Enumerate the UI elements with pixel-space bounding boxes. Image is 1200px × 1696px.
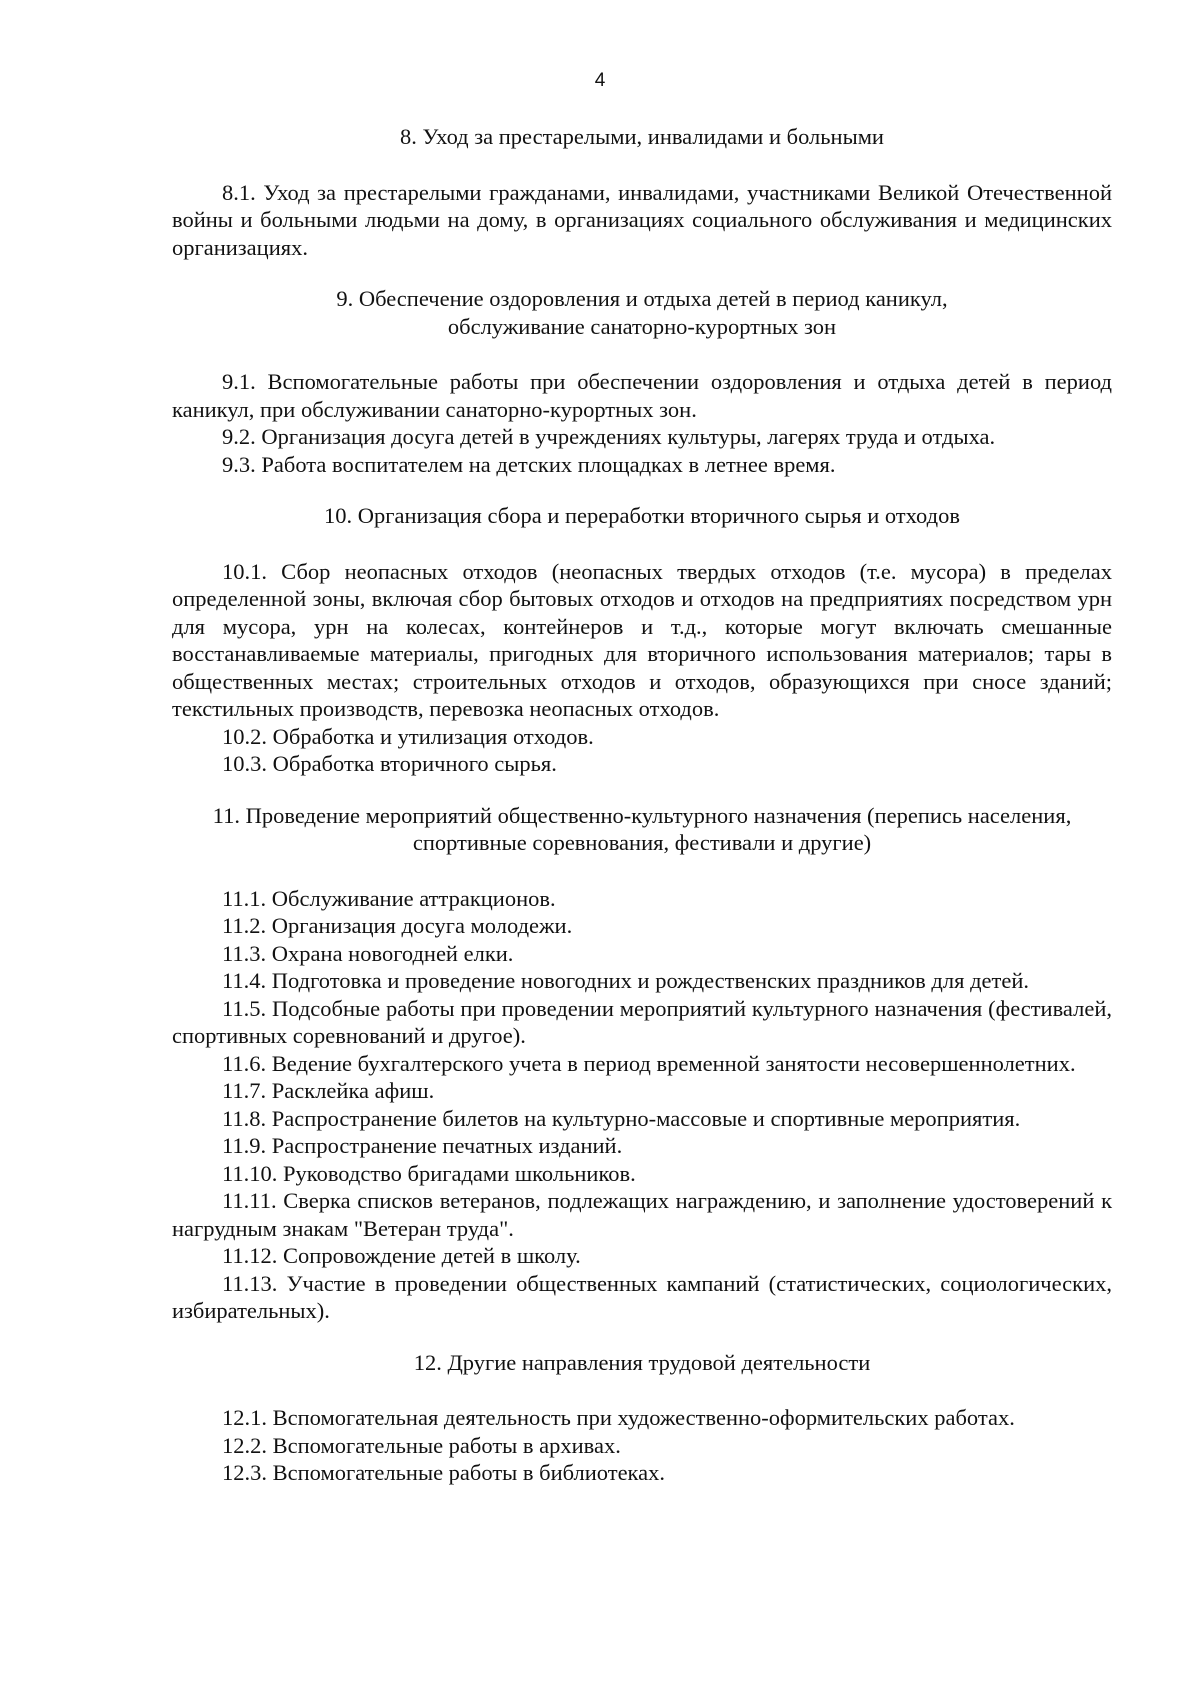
list-item: 11.5. Подсобные работы при проведении мероприятий культурного назначения (фестивалей, спортивных соревнований и другое). <box>172 995 1112 1048</box>
section-9 <box>172 285 1112 478</box>
list-item: 10.3. Обработка вторичного сырья. <box>222 751 557 776</box>
list-item: 8.1. Уход за престарелыми гражданами, инвалидами, участниками Великой Отечественной войны и больными людьми на дому, в организациях социального обслуживания и медицинских организациях. <box>172 179 1112 260</box>
section-heading: 8. Уход за престарелыми, инвалидами и больными <box>400 124 884 149</box>
list-item: 11.9. Распространение печатных изданий. <box>222 1133 623 1158</box>
section-8 <box>172 123 1112 261</box>
section-12 <box>172 1349 1112 1487</box>
section-heading-line: 9. Обеспечение оздоровления и отдыха детей в период каникул, <box>336 286 948 311</box>
list-item: 11.8. Распространение билетов на культурно-массовые и спортивные мероприятия. <box>222 1105 1021 1131</box>
section-heading-line: спортивные соревнования, фестивали и другие) <box>412 830 872 855</box>
list-item: 10.2. Обработка и утилизация отходов. <box>222 723 594 749</box>
list-item: 10.1. Сбор неопасных отходов (неопасных твердых отходов (т.е. мусора) в пределах определенной зоны, включая сбор бытовых отходов и отходов на предприятиях посредством урн для мусора, урн на колесах, контейнеров и т.д., которые могут включать смешанные восстанавливаемые материалы, пригодных для вторичного использования материалов; тары в общественных местах; строительных отходов и отходов, образующихся при сносе зданий; текстильных производств, перевозка неопасных отходов. <box>172 558 1112 721</box>
list-item: 9.3. Работа воспитателем на детских площадках в летнее время. <box>222 451 836 477</box>
list-item: 9.1. Вспомогательные работы при обеспечении оздоровления и отдыха детей в период каникул, при обслуживании санаторно-курортных зон. <box>172 369 1112 422</box>
section-heading <box>172 285 1112 340</box>
section-heading-line: обслуживание санаторно-курортных зон <box>447 313 837 339</box>
list-item: 11.10. Руководство бригадами школьников. <box>222 1160 636 1186</box>
list-item: 9.2. Организация досуга детей в учреждениях культуры, лагерях труда и отдыха. <box>222 424 996 449</box>
section-10 <box>172 502 1112 778</box>
document-body <box>172 123 1112 1487</box>
list-item: 11.6. Ведение бухгалтерского учета в период временной занятости несовершеннолетних. <box>222 1050 1076 1076</box>
section-heading: 10. Организация сбора и переработки вторичного сырья и отходов <box>324 503 960 528</box>
list-item: 11.7. Расклейка афиш. <box>222 1078 435 1103</box>
list-item: 12.1. Вспомогательная деятельность при художественно-оформительских работах. <box>222 1405 1015 1430</box>
section-11 <box>172 802 1112 1325</box>
list-item: 11.12. Сопровождение детей в школу. <box>222 1243 581 1268</box>
page-number: 4 <box>594 70 606 91</box>
list-item: 11.2. Организация досуга молодежи. <box>222 913 573 938</box>
list-item: 12.2. Вспомогательные работы в архивах. <box>222 1432 621 1458</box>
list-item: 11.1. Обслуживание аттракционов. <box>222 885 556 911</box>
section-heading: 12. Другие направления трудовой деятельности <box>413 1349 871 1375</box>
list-item: 11.11. Сверка списков ветеранов, подлежащих награждению, и заполнение удостоверений к нагрудным знакам "Ветеран труда". <box>172 1188 1112 1241</box>
list-item: 11.4. Подготовка и проведение новогодних и рождественских праздников для детей. <box>222 968 1029 993</box>
section-heading-line: 11. Проведение мероприятий общественно-культурного назначения (перепись населения, <box>212 802 1072 828</box>
section-heading <box>172 802 1112 857</box>
list-item: 11.13. Участие в проведении общественных кампаний (статистических, социологических, избирательных). <box>172 1270 1112 1323</box>
list-item: 12.3. Вспомогательные работы в библиотеках. <box>222 1460 666 1485</box>
list-item: 11.3. Охрана новогодней елки. <box>222 940 514 966</box>
